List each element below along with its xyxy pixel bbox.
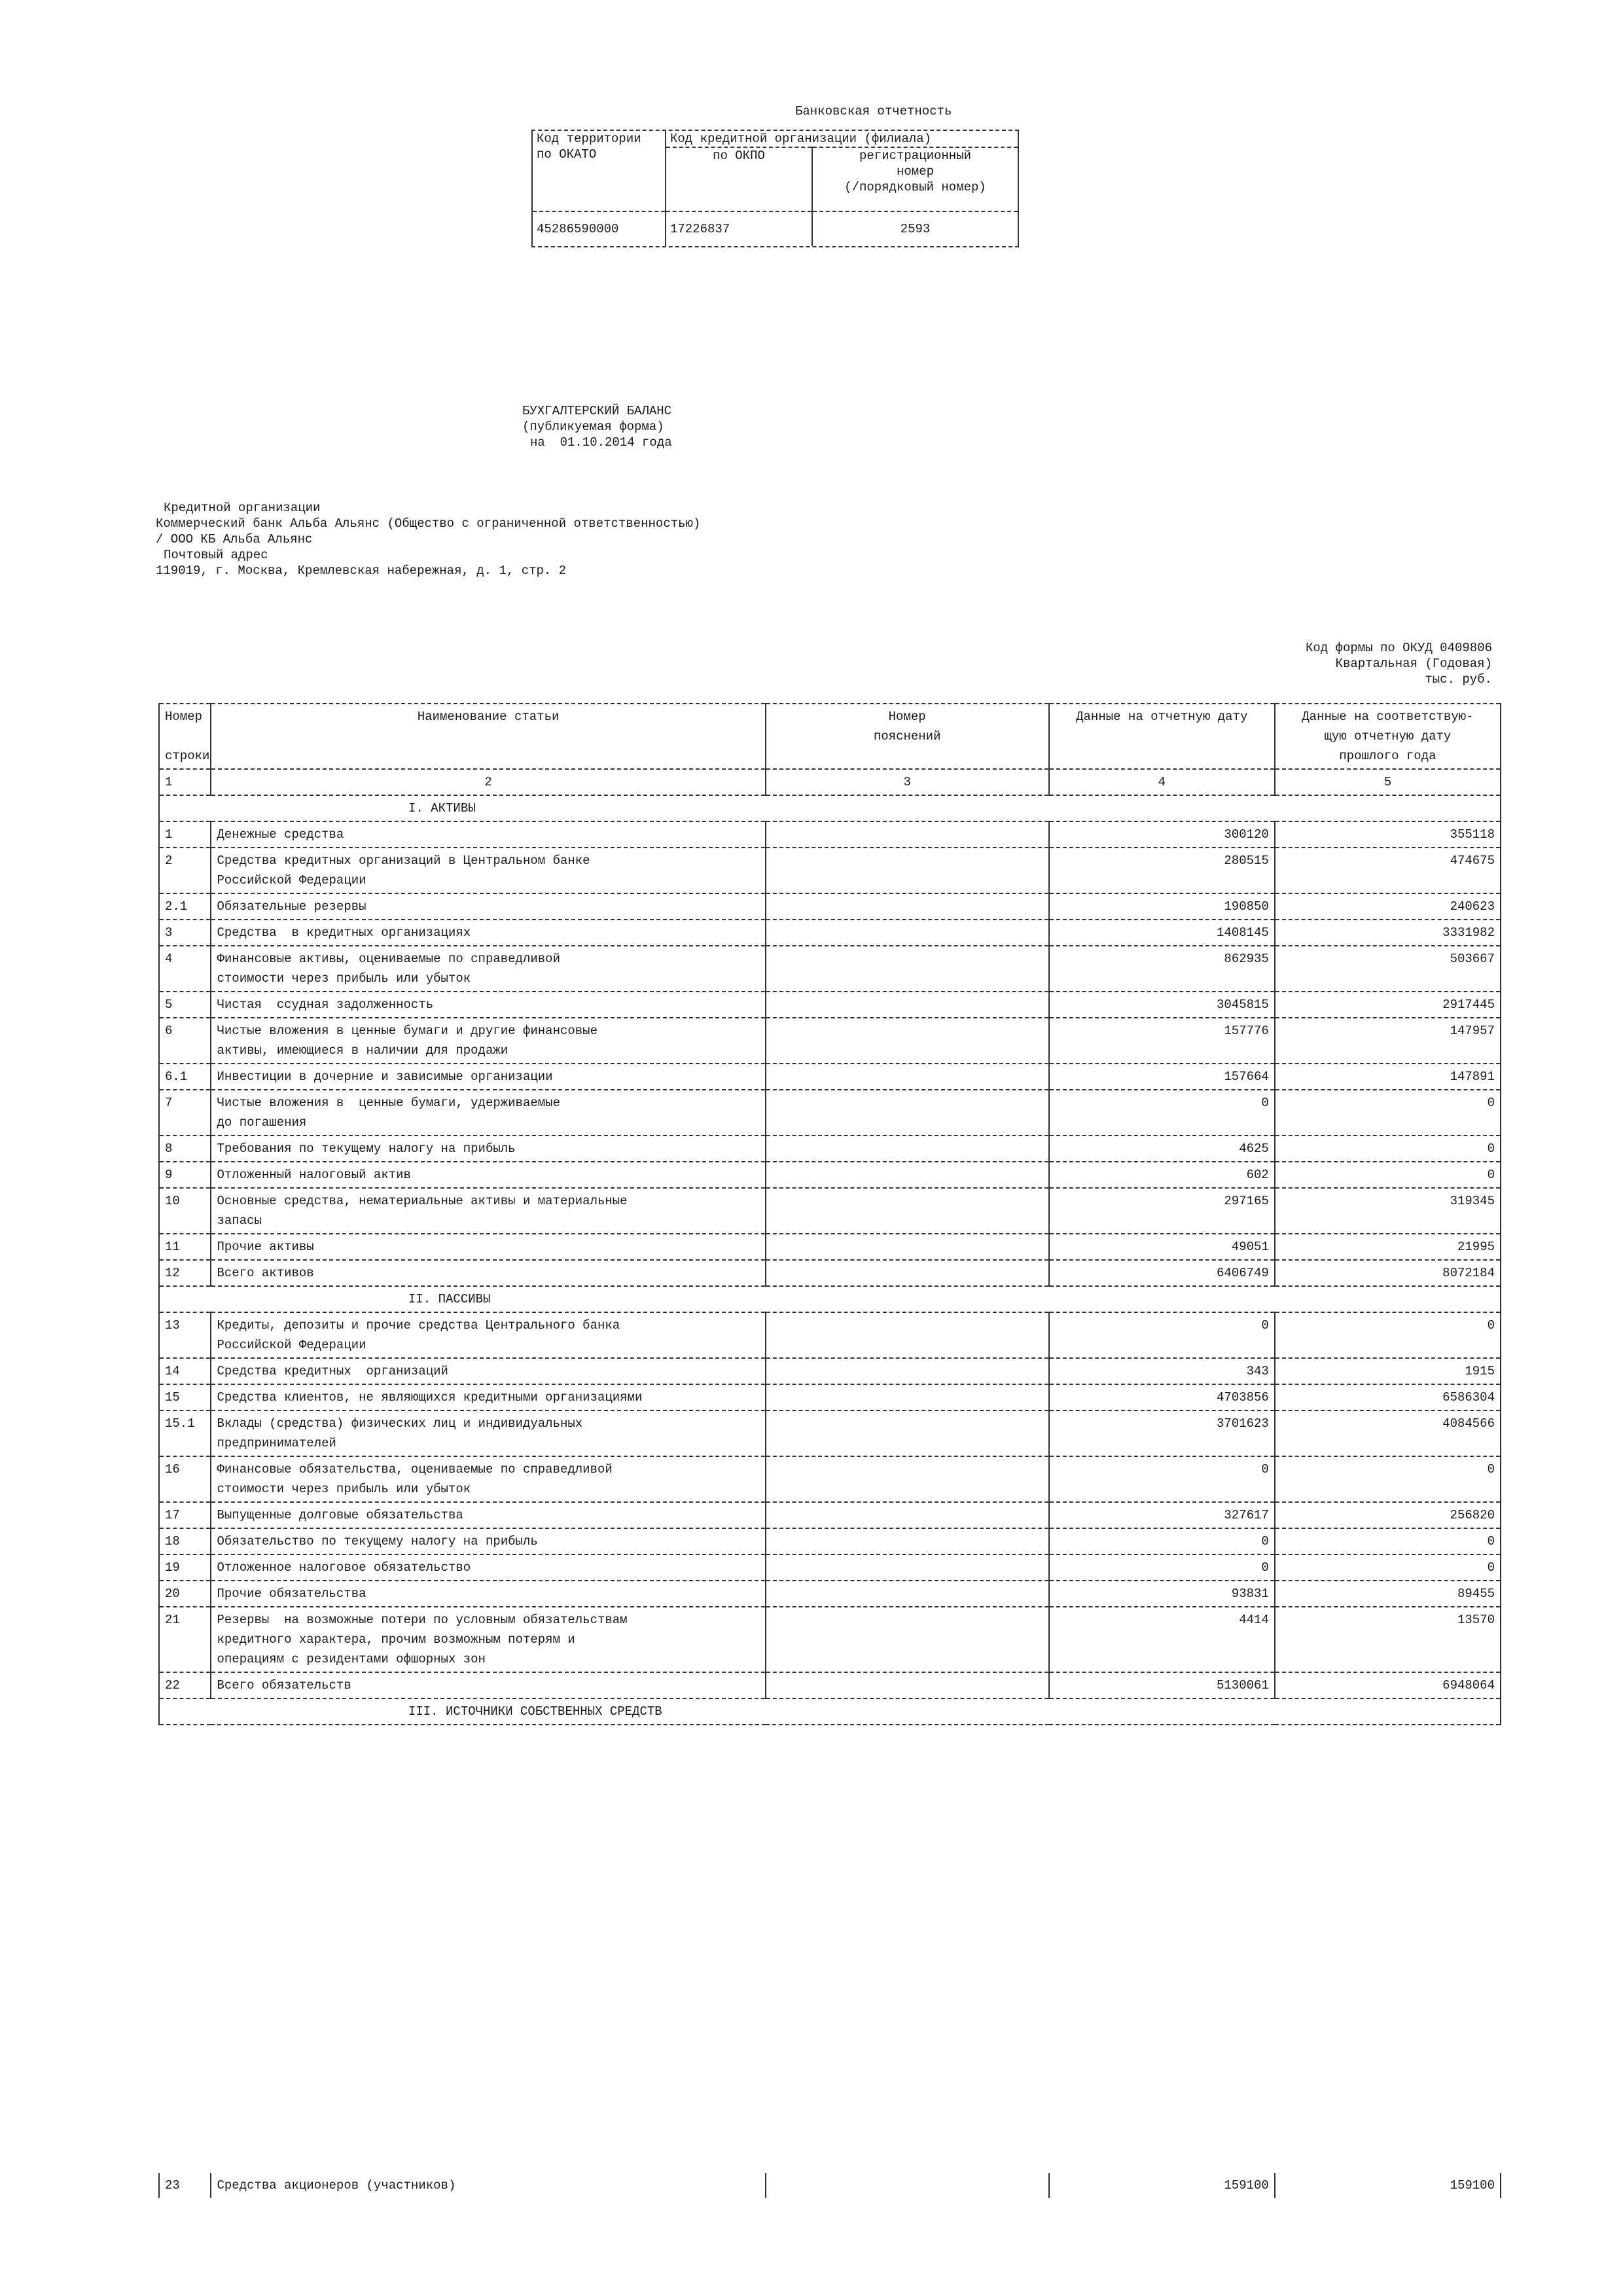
table-row (159, 1672, 1501, 1698)
row-previous-value: 474675 (1275, 848, 1501, 893)
row-item-name: Прочие активы (211, 1234, 765, 1260)
row-current-value: 157664 (1049, 1064, 1275, 1090)
row-previous-value: 319345 (1275, 1188, 1501, 1234)
okato-value: 45286590000 (532, 211, 666, 246)
row-number: 21 (159, 1607, 211, 1672)
okud-code: Код формы по ОКУД 0409806 (1305, 641, 1492, 655)
section-row-liabilities (159, 1286, 1501, 1312)
row-item-name: Средства кредитных организаций в Центральном банке Российской Федерации (211, 848, 765, 893)
row-number: 17 (159, 1502, 211, 1528)
row-previous-value: 0 (1275, 1312, 1501, 1358)
reg-number-header: регистрационный номер (/порядковый номер) (812, 147, 1018, 211)
row-item-name: Выпущенные долговые обязательства (211, 1502, 765, 1528)
row-previous-value: 355118 (1275, 821, 1501, 848)
row-item-name: Всего активов (211, 1260, 765, 1286)
row-number: 6 (159, 1018, 211, 1064)
table-row (159, 920, 1501, 946)
row-note-number (766, 1312, 1049, 1358)
row-note-number (766, 1607, 1049, 1672)
row-item-name: Отложенное налоговое обязательство (211, 1554, 765, 1581)
equity-table (158, 2173, 1501, 2198)
row-item-name: Чистые вложения в ценные бумаги и другие финансовые активы, имеющиеся в наличии для продажи (211, 1018, 765, 1064)
table-row (159, 1528, 1501, 1554)
row-note-number (766, 1234, 1049, 1260)
header-row-number: Номер строки (159, 704, 211, 769)
row-current-value: 0 (1049, 1528, 1275, 1554)
col-num-2: 2 (211, 769, 765, 795)
col-num-1: 1 (159, 769, 211, 795)
report-date: на 01.10.2014 года (530, 435, 672, 450)
row-item-name: Вклады (средства) физических лиц и индивидуальных предпринимателей (211, 1410, 765, 1456)
report-period: Квартальная (Годовая) (1335, 656, 1492, 671)
table-row (159, 2173, 1501, 2198)
row-current-value: 327617 (1049, 1502, 1275, 1528)
table-row (159, 1162, 1501, 1188)
row-item-name: Требования по текущему налогу на прибыль (211, 1136, 765, 1162)
row-current-value: 93831 (1049, 1581, 1275, 1607)
org-short-name: / ООО КБ Альба Альянс (156, 532, 313, 547)
row-previous-value: 256820 (1275, 1502, 1501, 1528)
table-row (159, 1456, 1501, 1502)
row-current-value: 343 (1049, 1358, 1275, 1384)
row-number: 8 (159, 1136, 211, 1162)
row-note-number (766, 848, 1049, 893)
row-number: 2.1 (159, 893, 211, 920)
table-row (159, 1312, 1501, 1358)
row-previous-value: 1915 (1275, 1358, 1501, 1384)
row-number: 16 (159, 1456, 211, 1502)
row-item-name: Чистая ссудная задолженность (211, 992, 765, 1018)
row-note-number (766, 1064, 1049, 1090)
row-previous-value: 0 (1275, 1162, 1501, 1188)
table-row (159, 1064, 1501, 1090)
row-item-name: Финансовые обязательства, оцениваемые по справедливой стоимости через прибыль или убыток (211, 1456, 765, 1502)
table-row (159, 821, 1501, 848)
row-current-value: 4703856 (1049, 1384, 1275, 1410)
row-number: 1 (159, 821, 211, 848)
table-row (159, 1234, 1501, 1260)
row-number: 13 (159, 1312, 211, 1358)
row-current-value: 3701623 (1049, 1410, 1275, 1456)
row-number: 19 (159, 1554, 211, 1581)
row-previous-value: 8072184 (1275, 1260, 1501, 1286)
row-number: 15 (159, 1384, 211, 1410)
row-item-name: Средства кредитных организаций (211, 1358, 765, 1384)
table-header-row (159, 704, 1501, 769)
row-previous-value: 159100 (1275, 2173, 1501, 2198)
row-previous-value: 3331982 (1275, 920, 1501, 946)
row-note-number (766, 1410, 1049, 1456)
row-previous-value: 0 (1275, 1456, 1501, 1502)
row-current-value: 1408145 (1049, 920, 1275, 946)
table-row (159, 848, 1501, 893)
row-number: 9 (159, 1162, 211, 1188)
org-label: Кредитной организации (164, 501, 321, 515)
table-row (159, 1188, 1501, 1234)
table-row (159, 1018, 1501, 1064)
section-row-equity (159, 1698, 1501, 1725)
form-info-block (1306, 640, 1492, 687)
row-item-name: Чистые вложения в ценные бумаги, удерживаемые до погашения (211, 1090, 765, 1136)
table-row (159, 946, 1501, 992)
section-equity-title: III. ИСТОЧНИКИ СОБСТВЕННЫХ СРЕДСТВ (159, 1698, 1501, 1725)
section-row-assets (159, 795, 1501, 821)
row-number: 3 (159, 920, 211, 946)
balance-sheet-table (158, 703, 1501, 1725)
row-current-value: 297165 (1049, 1188, 1275, 1234)
row-item-name: Отложенный налоговый актив (211, 1162, 765, 1188)
row-number: 18 (159, 1528, 211, 1554)
row-number: 14 (159, 1358, 211, 1384)
table-row (159, 1384, 1501, 1410)
row-note-number (766, 920, 1049, 946)
organization-block (156, 500, 700, 579)
org-name: Коммерческий банк Альба Альянс (Общество с ограниченной ответственностью) (156, 516, 701, 531)
row-previous-value: 147891 (1275, 1064, 1501, 1090)
row-previous-value: 4084566 (1275, 1410, 1501, 1456)
row-number: 6.1 (159, 1064, 211, 1090)
row-item-name: Обязательство по текущему налогу на прибыль (211, 1528, 765, 1554)
row-number: 15.1 (159, 1410, 211, 1456)
row-current-value: 5130061 (1049, 1672, 1275, 1698)
row-current-value: 49051 (1049, 1234, 1275, 1260)
row-note-number (766, 821, 1049, 848)
column-number-row (159, 769, 1501, 795)
header-previous-period: Данные на соответствую- щую отчетную дату прошлого года (1275, 704, 1501, 769)
row-number: 11 (159, 1234, 211, 1260)
row-previous-value: 147957 (1275, 1018, 1501, 1064)
row-note-number (766, 1162, 1049, 1188)
row-previous-value: 89455 (1275, 1581, 1501, 1607)
table-row (159, 1090, 1501, 1136)
row-number: 12 (159, 1260, 211, 1286)
row-item-name: Резервы на возможные потери по условным обязательствам кредитного характера, прочим возможным потерям и операциям с резидентами офшорных зон (211, 1607, 765, 1672)
row-note-number (766, 1090, 1049, 1136)
okpo-header: по ОКПО (666, 147, 812, 211)
table-row (159, 893, 1501, 920)
table-row (159, 1607, 1501, 1672)
row-current-value: 0 (1049, 1090, 1275, 1136)
table-row (159, 1581, 1501, 1607)
table-row (159, 1358, 1501, 1384)
row-note-number (766, 893, 1049, 920)
header-current-period: Данные на отчетную дату (1049, 704, 1275, 769)
section-assets-title: I. АКТИВЫ (159, 795, 1501, 821)
row-current-value: 4625 (1049, 1136, 1275, 1162)
row-current-value: 6406749 (1049, 1260, 1275, 1286)
row-current-value: 157776 (1049, 1018, 1275, 1064)
section-liabilities-title: II. ПАССИВЫ (159, 1286, 1501, 1312)
row-number: 4 (159, 946, 211, 992)
col-num-4: 4 (1049, 769, 1275, 795)
row-current-value: 300120 (1049, 821, 1275, 848)
table-row (159, 992, 1501, 1018)
row-previous-value: 0 (1275, 1528, 1501, 1554)
row-note-number (766, 2173, 1049, 2198)
org-code-header: Код кредитной организации (филиала) (666, 131, 1018, 147)
row-note-number (766, 1384, 1049, 1410)
table-row (159, 1502, 1501, 1528)
row-note-number (766, 1358, 1049, 1384)
address-label: Почтовый адрес (164, 548, 268, 562)
row-number: 23 (159, 2173, 211, 2198)
row-current-value: 3045815 (1049, 992, 1275, 1018)
row-item-name: Инвестиции в дочерние и зависимые организации (211, 1064, 765, 1090)
org-address: 119019, г. Москва, Кремлевская набережная, д. 1, стр. 2 (156, 564, 567, 578)
row-note-number (766, 1456, 1049, 1502)
row-item-name: Средства акционеров (участников) (211, 2173, 765, 2198)
row-current-value: 0 (1049, 1554, 1275, 1581)
row-previous-value: 2917445 (1275, 992, 1501, 1018)
row-number: 7 (159, 1090, 211, 1136)
col-num-3: 3 (766, 769, 1049, 795)
org-codes-table (531, 130, 1019, 247)
row-previous-value: 0 (1275, 1136, 1501, 1162)
row-note-number (766, 992, 1049, 1018)
row-item-name: Основные средства, нематериальные активы и материальные запасы (211, 1188, 765, 1234)
row-number: 2 (159, 848, 211, 893)
row-item-name: Прочие обязательства (211, 1581, 765, 1607)
row-previous-value: 6948064 (1275, 1672, 1501, 1698)
okpo-value: 17226837 (666, 211, 812, 246)
row-item-name: Обязательные резервы (211, 893, 765, 920)
table-row (159, 1136, 1501, 1162)
row-current-value: 159100 (1049, 2173, 1275, 2198)
row-item-name: Кредиты, депозиты и прочие средства Центрального банка Российской Федерации (211, 1312, 765, 1358)
row-item-name: Денежные средства (211, 821, 765, 848)
row-note-number (766, 1018, 1049, 1064)
row-previous-value: 6586304 (1275, 1384, 1501, 1410)
report-subtitle: (публикуемая форма) (522, 420, 664, 434)
report-type-label: Банковская отчетность (795, 104, 952, 118)
row-previous-value: 240623 (1275, 893, 1501, 920)
row-current-value: 4414 (1049, 1607, 1275, 1672)
header-note-number: Номер пояснений (766, 704, 1049, 769)
row-item-name: Средства клиентов, не являющихся кредитными организациями (211, 1384, 765, 1410)
row-previous-value: 0 (1275, 1554, 1501, 1581)
reg-number-value: 2593 (812, 211, 1018, 246)
table-row (159, 1410, 1501, 1456)
row-note-number (766, 1188, 1049, 1234)
row-current-value: 280515 (1049, 848, 1275, 893)
table-row (159, 1260, 1501, 1286)
row-number: 10 (159, 1188, 211, 1234)
row-previous-value: 0 (1275, 1090, 1501, 1136)
col-num-5: 5 (1275, 769, 1501, 795)
row-note-number (766, 1554, 1049, 1581)
row-note-number (766, 946, 1049, 992)
row-item-name: Средства в кредитных организациях (211, 920, 765, 946)
row-current-value: 190850 (1049, 893, 1275, 920)
report-title: БУХГАЛТЕРСКИЙ БАЛАНС (522, 404, 672, 418)
units-label: тыс. руб. (1425, 672, 1492, 687)
row-previous-value: 21995 (1275, 1234, 1501, 1260)
row-note-number (766, 1260, 1049, 1286)
okato-header: Код территории по ОКАТО (532, 131, 666, 211)
row-note-number (766, 1136, 1049, 1162)
row-previous-value: 13570 (1275, 1607, 1501, 1672)
row-number: 22 (159, 1672, 211, 1698)
header-item-name: Наименование статьи (211, 704, 765, 769)
row-number: 20 (159, 1581, 211, 1607)
row-current-value: 862935 (1049, 946, 1275, 992)
row-item-name: Финансовые активы, оцениваемые по справедливой стоимости через прибыль или убыток (211, 946, 765, 992)
row-note-number (766, 1672, 1049, 1698)
row-current-value: 0 (1049, 1456, 1275, 1502)
row-current-value: 602 (1049, 1162, 1275, 1188)
row-current-value: 0 (1049, 1312, 1275, 1358)
row-note-number (766, 1581, 1049, 1607)
row-note-number (766, 1502, 1049, 1528)
row-previous-value: 503667 (1275, 946, 1501, 992)
report-title-block (522, 403, 672, 450)
row-note-number (766, 1528, 1049, 1554)
table-row (159, 1554, 1501, 1581)
row-item-name: Всего обязательств (211, 1672, 765, 1698)
row-number: 5 (159, 992, 211, 1018)
